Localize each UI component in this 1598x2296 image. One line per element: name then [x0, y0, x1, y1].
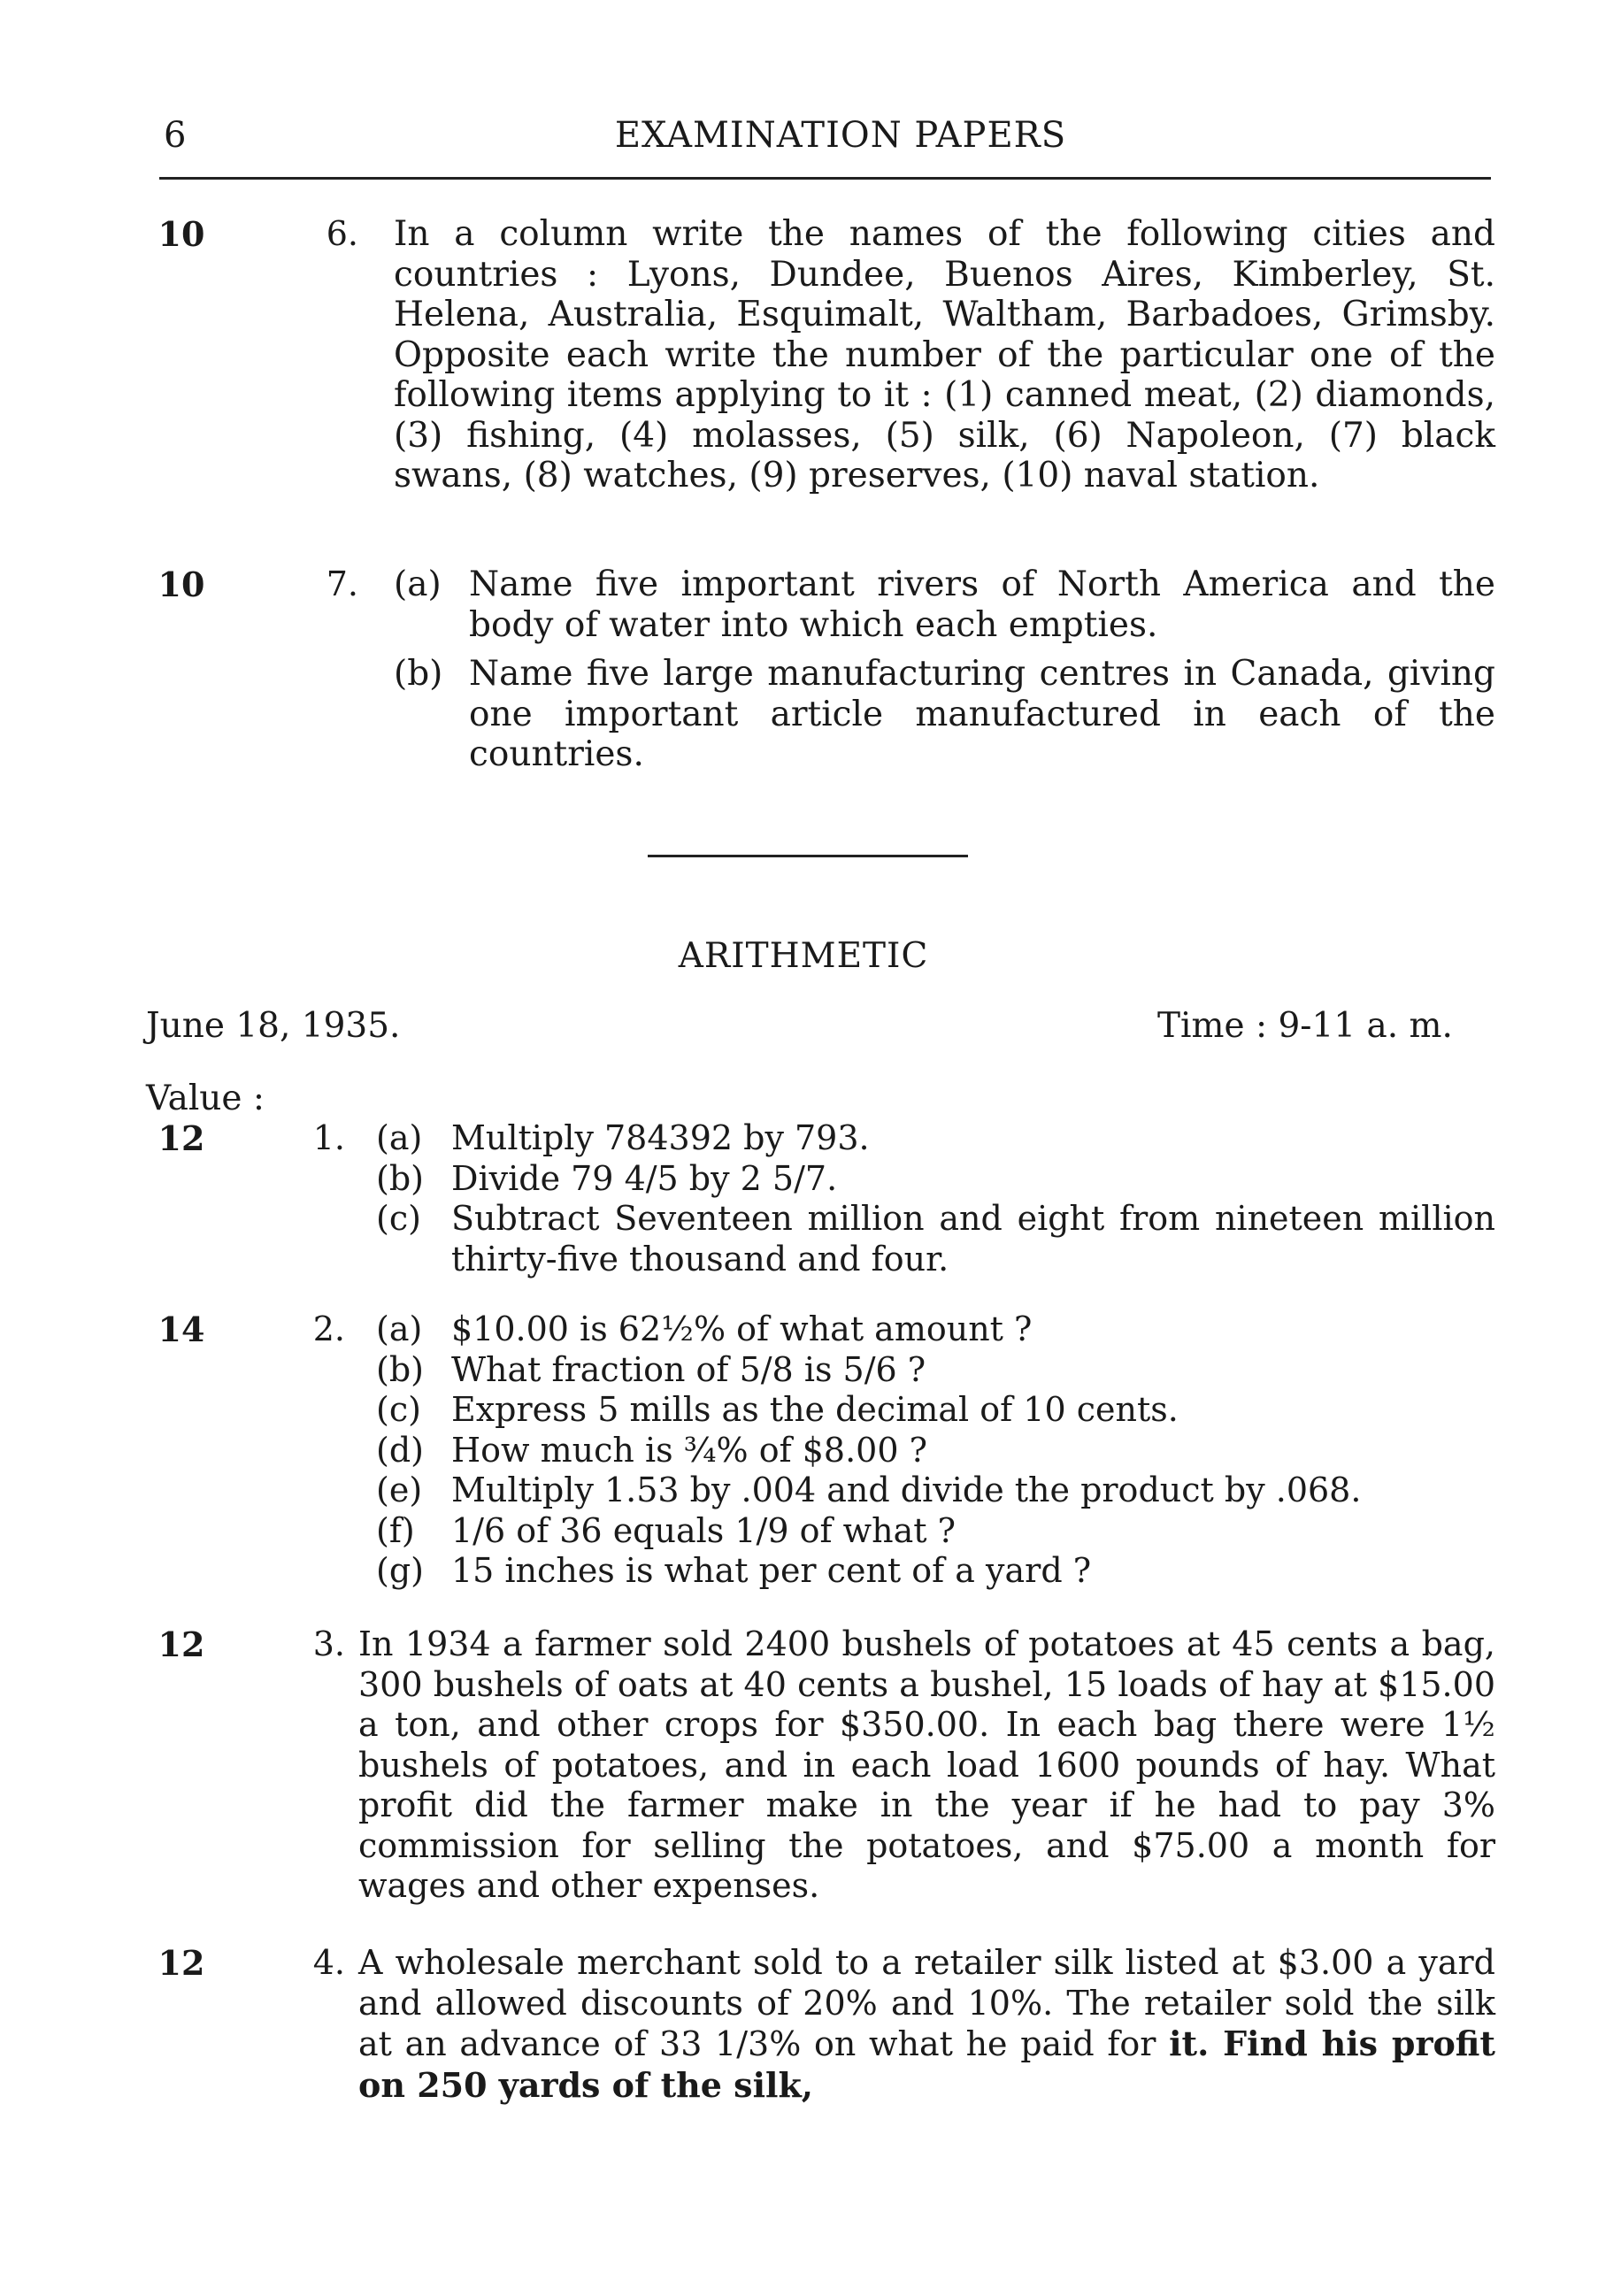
part-label: (a) — [376, 1309, 423, 1348]
question-part — [376, 1199, 1495, 1279]
question-parts — [394, 564, 1495, 775]
question-text-bold: it. Find his profit on 250 yards of the silk, — [358, 2023, 1495, 2105]
running-title: EXAMINATION PAPERS — [614, 115, 1067, 156]
question-part — [376, 1390, 1495, 1431]
value-label: Value : — [146, 1079, 265, 1118]
part-text: Name five large manufacturing centres in Canada, giving one important article manufactured in each of the countries. — [469, 654, 1495, 774]
part-label: (a) — [376, 1118, 423, 1157]
question-part — [376, 1431, 1495, 1471]
part-label: (g) — [376, 1551, 424, 1590]
part-label: (b) — [376, 1158, 424, 1198]
question-number: 2. — [312, 1309, 345, 1348]
page-number: 6 — [164, 115, 187, 156]
question-number: 3. — [312, 1624, 345, 1663]
section-divider — [648, 855, 968, 857]
question-text — [358, 1943, 1495, 2106]
question-number: 1. — [312, 1118, 345, 1157]
part-text: Multiply 1.53 by .004 and divide the product by .068. — [451, 1471, 1362, 1509]
part-label: (b) — [394, 654, 443, 694]
part-text: Multiply 784392 by 793. — [451, 1118, 870, 1157]
question-part — [376, 1159, 1495, 1200]
running-header — [164, 108, 1491, 161]
question-marks: 12 — [157, 1624, 205, 1664]
question-part — [376, 1118, 1495, 1159]
part-label: (e) — [376, 1471, 423, 1509]
part-label: (a) — [394, 564, 442, 604]
section-title: ARITHMETIC — [678, 936, 929, 976]
exam-time: Time : 9-11 a. m. — [1157, 1006, 1453, 1046]
question-marks: 14 — [157, 1309, 205, 1349]
part-text: How much is ¾% of $8.00 ? — [451, 1430, 927, 1470]
question-number: 4. — [312, 1943, 345, 1982]
question-marks: 10 — [157, 214, 205, 254]
question-part — [376, 1471, 1495, 1511]
part-label: (c) — [376, 1199, 421, 1238]
question-part — [376, 1309, 1495, 1350]
part-text: Name five important rivers of North America and the body of water into which each empties. — [469, 564, 1495, 645]
question-part — [394, 564, 1495, 645]
question-text-main: A wholesale merchant sold to a retailer silk listed at $3.00 a yard and allowed discounts of 20% and 10%. The retailer sold the silk at an advance of 33 1/3% on what he paid for — [358, 1943, 1495, 2063]
question-marks: 12 — [157, 1943, 205, 1983]
part-text: Express 5 mills as the decimal of 10 cents. — [451, 1390, 1179, 1429]
question-text: In 1934 a farmer sold 2400 bushels of potatoes at 45 cents a bag, 300 bushels of oats at 40 cents a bushel, 15 loads of hay at $15.00 a ton, and other crops for $350.00. In each bag there were 1½ bushels of potatoes, and in each load 1600 pounds of hay. What profit did the farmer make in the year if he had to pay 3% commission for selling the potatoes, and $75.00 a month for wages and other expenses. — [358, 1624, 1495, 1905]
question-parts — [376, 1309, 1495, 1592]
header-rule — [159, 177, 1491, 180]
part-text: Subtract Seventeen million and eight from nineteen million thirty-five thousand and four. — [451, 1199, 1495, 1279]
question-number: 6. — [326, 214, 358, 253]
part-label: (c) — [376, 1390, 421, 1429]
question-part — [376, 1511, 1495, 1552]
part-label: (b) — [376, 1349, 424, 1389]
question-number: 7. — [326, 564, 358, 603]
question-part — [376, 1551, 1495, 1592]
question-marks: 12 — [157, 1118, 205, 1158]
question-part — [376, 1350, 1495, 1391]
part-label: (d) — [376, 1430, 424, 1470]
part-text: What fraction of 5/8 is 5/6 ? — [451, 1349, 926, 1389]
question-part — [394, 654, 1495, 775]
part-text: Divide 79 4/5 by 2 5/7. — [451, 1158, 838, 1198]
question-text: In a column write the names of the following cities and countries : Lyons, Dundee, Buenos Aires, Kimberley, St. Helena, Australia, Esquimalt, Waltham, Barbadoes, Grimsby. Opposite each write the number of the particular one of the following items applying to it : (1) canned meat, (2) diamonds, (3) fishing, (4) molasses, (5) silk, (6) Napoleon, (7) black swans, (8) watches, (9) preserves, (10) naval station. — [394, 214, 1495, 495]
question-parts — [376, 1118, 1495, 1279]
part-label: (f) — [376, 1510, 415, 1550]
part-text: 15 inches is what per cent of a yard ? — [451, 1551, 1092, 1590]
part-text: 1/6 of 36 equals 1/9 of what ? — [451, 1510, 956, 1550]
question-marks: 10 — [157, 564, 205, 604]
part-text: $10.00 is 62½% of what amount ? — [451, 1309, 1033, 1348]
exam-date: June 18, 1935. — [146, 1006, 401, 1046]
